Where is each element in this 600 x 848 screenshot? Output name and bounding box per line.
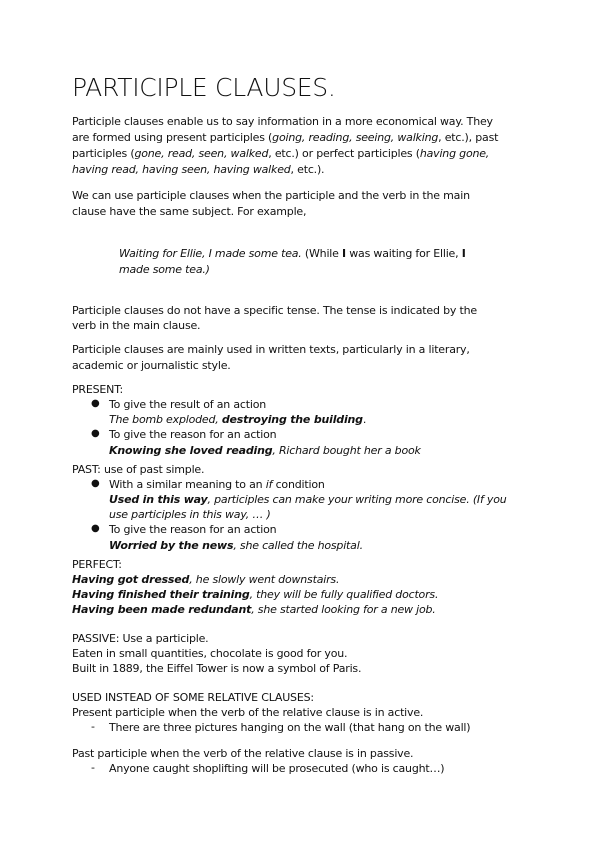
example-italic: The bomb exploded, <box>109 413 222 426</box>
list-item: condition <box>272 478 325 491</box>
list-item: There are three pictures hanging on the wall (that hang on the wall) <box>109 721 471 734</box>
intro-text: are formed using present participles ( <box>72 131 273 144</box>
example-line: Eaten in small quantities, chocolate is good for you. <box>72 647 348 660</box>
example-bold-italic: Knowing she loved reading <box>109 444 273 457</box>
paragraph-line: clause have the same subject. For example, <box>72 205 307 218</box>
section-heading: PASSIVE: Use a participle. <box>72 632 209 645</box>
example-italic: , they will be fully qualified doctors. <box>249 588 439 601</box>
example-text: (While <box>304 247 343 260</box>
intro-text: participles ( <box>72 147 135 160</box>
paragraph-line: Participle clauses do not have a specific tense. The tense is indicated by the <box>72 304 477 317</box>
paragraph-line: Present participle when the verb of the relative clause is in active. <box>72 706 424 719</box>
list-item: To give the result of an action <box>109 398 267 411</box>
example-italic: , she called the hospital. <box>233 539 363 552</box>
list-item: To give the reason for an action <box>109 428 277 441</box>
section-heading: PRESENT: <box>72 383 124 396</box>
example-line: Built in 1889, the Eiffel Tower is now a symbol of Paris. <box>72 662 362 675</box>
bullet-icon: ● <box>91 478 100 489</box>
example-bold: I <box>342 247 346 260</box>
paragraph-line: Past participle when the verb of the relative clause is in passive. <box>72 747 414 760</box>
example-text: was waiting for Ellie, <box>345 247 462 260</box>
intro-italic: going, reading, seeing, walking <box>272 131 439 144</box>
example-italic: use participles in this way, … ) <box>109 508 271 521</box>
example-bold-italic: Used in this way <box>109 493 208 506</box>
intro-italic: having read, having seen, having walked <box>72 163 291 176</box>
dash-icon: - <box>91 720 95 733</box>
bullet-icon: ● <box>91 523 100 534</box>
section-heading: USED INSTEAD OF SOME RELATIVE CLAUSES: <box>72 691 314 704</box>
example-bold: I <box>461 247 466 260</box>
paragraph-line: Participle clauses are mainly used in written texts, particularly in a literary, <box>72 343 470 356</box>
paragraph-line: academic or journalistic style. <box>72 359 231 372</box>
example-bold-italic: Having been made redundant <box>72 603 252 616</box>
bullet-icon: ● <box>91 398 100 409</box>
example-italic: , he slowly went downstairs. <box>189 573 340 586</box>
example-bold-italic: Having got dressed <box>72 573 190 586</box>
example-italic: , she started looking for a new job. <box>251 603 436 616</box>
section-heading: PERFECT: <box>72 558 122 571</box>
bullet-icon: ● <box>91 428 100 439</box>
dash-icon: - <box>91 761 95 774</box>
list-item-italic: if <box>265 478 273 491</box>
list-item: To give the reason for an action <box>109 523 277 536</box>
intro-text: , etc.). <box>290 163 325 176</box>
example-text: . <box>362 413 367 426</box>
section-heading: PAST: use of past simple. <box>72 463 205 476</box>
page-title: PARTICIPLE CLAUSES. <box>72 73 336 102</box>
intro-text: , etc.), past <box>438 131 499 144</box>
intro-text: Participle clauses enable us to say information in a more economical way. They <box>72 115 493 128</box>
intro-italic: having gone, <box>419 147 490 160</box>
list-item: With a similar meaning to an <box>109 478 266 491</box>
intro-text: , etc.) or perfect participles ( <box>268 147 420 160</box>
paragraph-line: verb in the main clause. <box>72 319 201 332</box>
list-item: Anyone caught shoplifting will be prosecuted (who is caught…) <box>109 762 445 775</box>
example-italic: , participles can make your writing more concise. ( <box>207 493 477 506</box>
example-italic: , Richard bought her a book <box>272 444 421 457</box>
example-italic: made some tea.) <box>119 263 210 276</box>
intro-italic: gone, read, seen, walked <box>134 147 269 160</box>
paragraph-line: We can use participle clauses when the participle and the verb in the main <box>72 189 470 202</box>
example-italic: Waiting for Ellie, I made some tea. <box>119 247 305 260</box>
example-italic: If you <box>476 493 507 506</box>
example-bold-italic: destroying the building <box>221 413 363 426</box>
example-bold-italic: Worried by the news <box>109 539 234 552</box>
example-bold-italic: Having finished their training <box>72 588 250 601</box>
